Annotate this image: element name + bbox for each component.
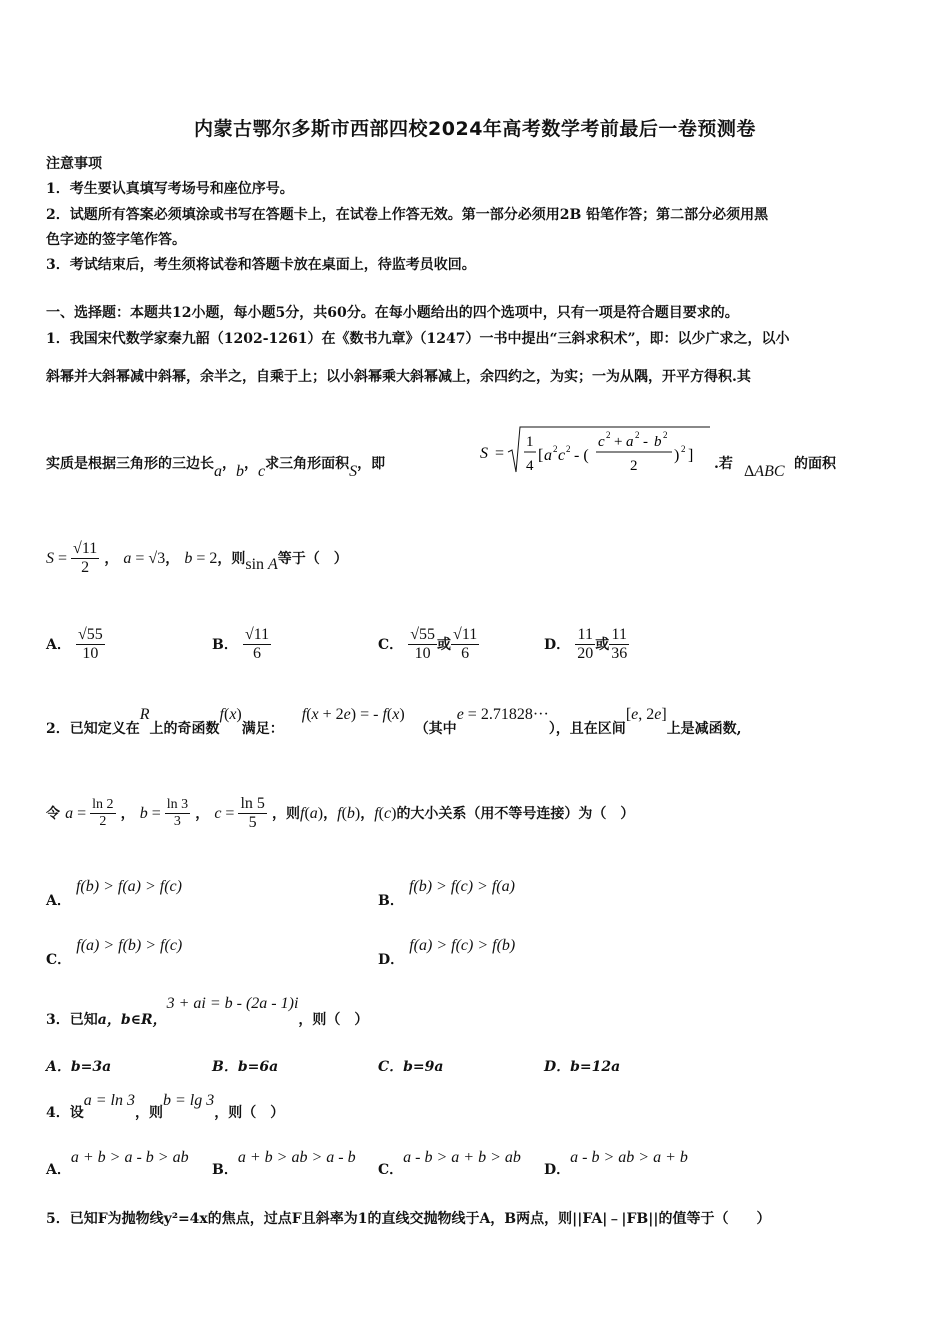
page-title: 内蒙古鄂尔多斯市西部四校2024年高考数学考前最后一卷预测卷 xyxy=(194,118,756,140)
notice-item: 3．考试结束后，考生须将试卷和答题卡放在桌面上，待监考员收回。 xyxy=(46,257,476,273)
q2-option-b[interactable]: B． f(b) > f(c) > f(a) xyxy=(378,878,515,909)
svg-text:S: S xyxy=(480,445,488,462)
notice-item: 色字迹的签字笔作答。 xyxy=(46,232,186,248)
q1-line: 斜幂并大斜幂减中斜幂，余半之，自乘于上；以小斜幂乘大斜幂减上，余四约之，为实；一为从隅，开平方得积.其 xyxy=(46,369,751,385)
svg-text:2: 2 xyxy=(606,430,611,440)
svg-text:a: a xyxy=(544,447,552,464)
notice-item: 1．考生要认真填写考场号和座位序号。 xyxy=(46,181,294,197)
q1-option-d[interactable]: D． $\frac{11}{20}$ 或 $\frac{11}{36}$ xyxy=(544,626,628,662)
q1-option-b[interactable]: B． $\frac{√11}{6}$ xyxy=(212,626,270,662)
svg-text:c: c xyxy=(558,447,566,464)
svg-text:]: ] xyxy=(688,447,694,464)
svg-text:2: 2 xyxy=(553,444,558,454)
svg-text:c: c xyxy=(598,434,605,450)
q2-option-a[interactable]: A． f(b) > f(a) > f(c) xyxy=(46,878,182,909)
q3-option-a[interactable]: A．b=3a xyxy=(46,1059,112,1075)
q4-option-a[interactable]: A．a + b > a - b > ab xyxy=(46,1149,189,1178)
svg-text:-: - xyxy=(643,434,648,450)
q1-condition: S = $\frac{√11}{2}$ ， a = √3， b = 2，则sin A等于（ ） xyxy=(46,540,348,576)
triangle-abc: ΔABC xyxy=(744,463,785,480)
q4-option-b[interactable]: B．a + b > ab > a - b xyxy=(212,1149,356,1178)
q4-option-d[interactable]: D．a - b > ab > a + b xyxy=(544,1149,688,1178)
svg-text:[: [ xyxy=(538,447,544,464)
q1-option-c[interactable]: C． $\frac{√55}{10}$ 或 $\frac{√11}{6}$ xyxy=(378,626,478,662)
notice-heading: 注意事项 xyxy=(46,156,102,172)
svg-text:): ) xyxy=(674,447,680,464)
svg-text:b: b xyxy=(654,434,662,450)
q1-line: 1．我国宋代数学家秦九韶（1202-1261）在《数书九章》（1247）一书中提出“三斜求积术”，即：以少广求之，以小 xyxy=(46,331,790,347)
q2-option-c[interactable]: C． f(a) > f(b) > f(c) xyxy=(46,937,183,968)
q2-option-d[interactable]: D． f(a) > f(c) > f(b) xyxy=(378,937,516,968)
q1-option-a[interactable]: A． $\frac{√55}{10}$ xyxy=(46,626,103,662)
heron-formula xyxy=(478,424,714,480)
svg-text:2: 2 xyxy=(663,430,668,440)
svg-text:2: 2 xyxy=(630,458,638,474)
section-heading: 一、选择题：本题共12小题，每小题5分，共60分。在每小题给出的四个选项中，只有一项是符合题目要求的。 xyxy=(46,305,739,321)
svg-text:2: 2 xyxy=(635,430,640,440)
q3-option-d[interactable]: D．b=12a xyxy=(544,1059,621,1075)
svg-text:2: 2 xyxy=(681,444,686,454)
q2-let: 令 a = $\frac{\ln 2}{2}$ ， b = $\frac{\ln 3}{3}$ ， c = $\frac{\ln 5}{5}$ ，则f(a)，f(b)，f(c)的大小关系（用不等号连接）为（ ） xyxy=(46,795,635,831)
q4-option-c[interactable]: C．a - b > a + b > ab xyxy=(378,1149,521,1178)
notice-item: 2．试题所有答案必须填涂或书写在答题卡上，在试卷上作答无效。第一部分必须用2B 铅笔作答；第二部分必须用黑 xyxy=(46,207,769,223)
q5-stem: 5．已知F为抛物线y²=4x的焦点，过点F且斜率为1的直线交抛物线于A，B两点，则||FA|﹣|FB||的值等于（ ） xyxy=(46,1211,771,1227)
q1-line: 的面积 xyxy=(794,456,836,472)
q3-stem: 3．已知a，b∈R，3 + ai = b - (2a - 1)i，则（ ） xyxy=(46,995,369,1028)
svg-text:- (: - ( xyxy=(574,447,589,464)
area-formula xyxy=(478,424,714,484)
svg-text:+: + xyxy=(614,434,623,450)
svg-text:a: a xyxy=(626,434,634,450)
q4-stem: 4．设a = ln 3，则b = lg 3，则（ ） xyxy=(46,1092,285,1121)
svg-text:=: = xyxy=(495,445,505,462)
q1-line: 实质是根据三角形的三边长a，b，c求三角形面积S，即 xyxy=(46,456,386,480)
svg-text:1: 1 xyxy=(526,434,534,450)
q3-option-c[interactable]: C．b=9a xyxy=(378,1059,444,1075)
q3-option-b[interactable]: B．b=6a xyxy=(212,1059,279,1075)
svg-text:4: 4 xyxy=(526,458,534,474)
q2-stem: 2．已知定义在R上的奇函数f(x)满足：f(x + 2e) = - f(x)（其中e = 2.71828···），且在区间[e, 2e]上是减函数, xyxy=(46,706,742,737)
q1-line: .若 xyxy=(714,456,733,472)
svg-text:2: 2 xyxy=(566,444,571,454)
